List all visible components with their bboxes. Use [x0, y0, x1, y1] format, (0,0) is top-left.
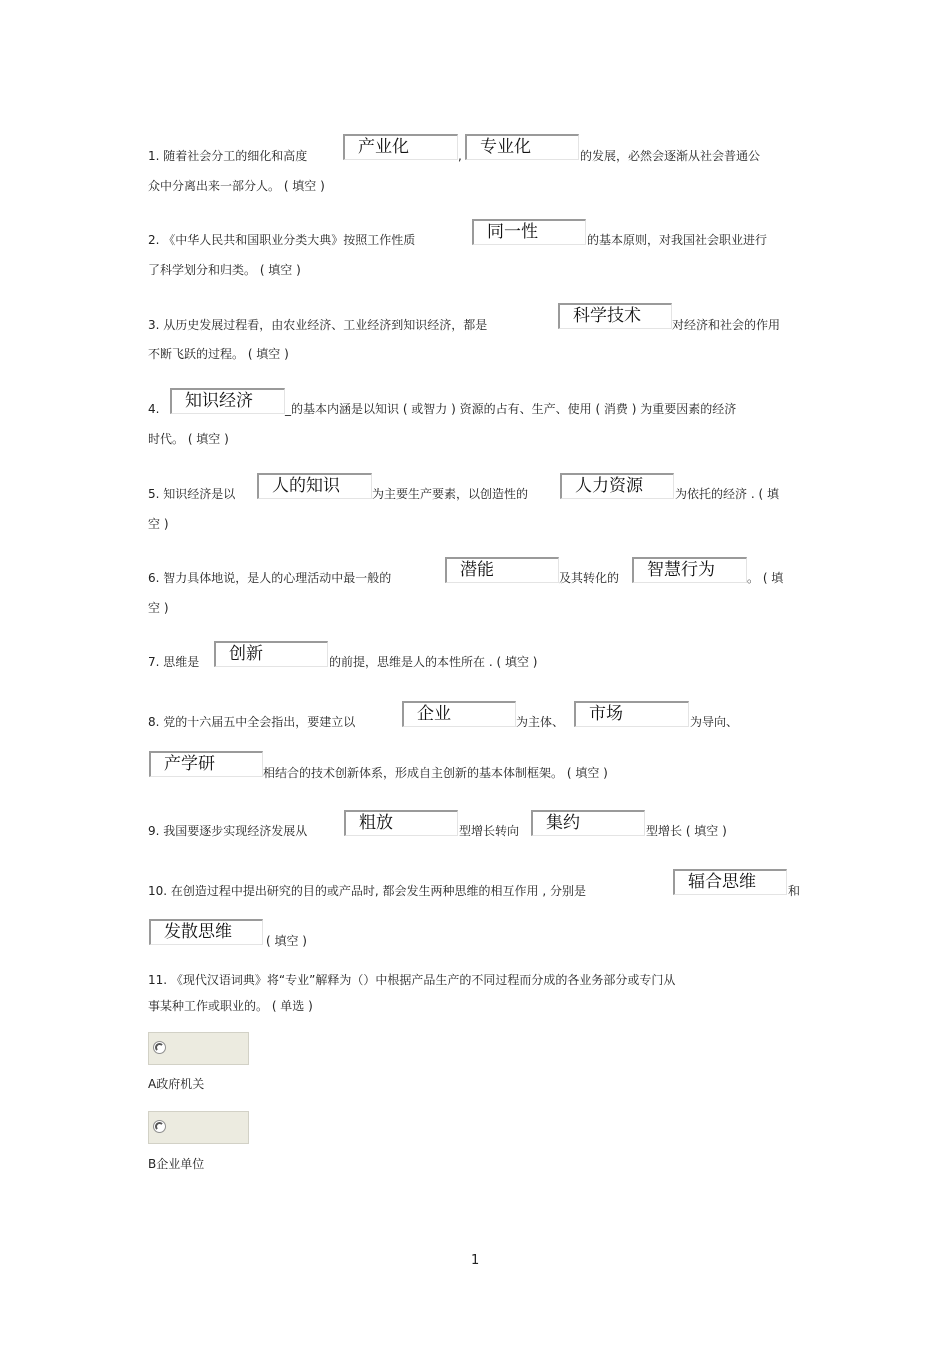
q5-text-d: 空 ) [148, 517, 169, 531]
radio-circle-icon [153, 1120, 166, 1133]
q3-answer-1[interactable] [558, 303, 672, 329]
option-b-radio[interactable] [148, 1111, 249, 1144]
q8-answer-3-text: 产学研 [164, 754, 215, 774]
page-number: 1 [471, 1253, 480, 1268]
q2-text-c: 了科学划分和归类。 ( 填空 ) [148, 263, 301, 277]
q5-answer-2-text: 人力资源 [575, 476, 643, 496]
q1-answer-2[interactable] [465, 134, 579, 160]
q6-answer-2-text: 智慧行为 [647, 560, 715, 580]
q7-answer-1-text: 创新 [229, 644, 263, 664]
q5-text-c: 为依托的经济 . ( 填 [675, 487, 779, 501]
q10-answer-2-text: 发散思维 [164, 922, 232, 942]
q6-text-a: 6. 智力具体地说，是人的心理活动中最一般的 [148, 571, 392, 585]
q6-answer-1-text: 潜能 [460, 560, 494, 580]
q9-text-b: 型增长转向 [459, 824, 520, 838]
q5-answer-1[interactable] [257, 473, 372, 499]
q8-answer-3[interactable] [149, 751, 263, 777]
q1-text-c: 众中分离出来一部分人。 ( 填空 ) [148, 179, 325, 193]
q7-answer-1[interactable] [214, 641, 328, 667]
q11-text-a: 11. 《现代汉语词典》将“专业”解释为（）中根据产品生产的不同过程而分成的各业务部分或专门从 [148, 973, 676, 987]
q5-text-a: 5. 知识经济是以 [148, 487, 236, 501]
q5-answer-2[interactable] [560, 473, 674, 499]
q9-answer-1[interactable] [344, 810, 458, 836]
q7-text-a: 7. 思维是 [148, 655, 200, 669]
q4-answer-1[interactable] [170, 388, 285, 414]
q2-answer-1[interactable] [472, 219, 586, 245]
q9-text-a: 9. 我国要逐步实现经济发展从 [148, 824, 308, 838]
q1-answer-1-text: 产业化 [358, 137, 409, 157]
q8-answer-2-text: 市场 [589, 704, 623, 724]
option-a-label: A政府机关 [148, 1077, 205, 1091]
q4-text-b: _的基本内涵是以知识 ( 或智力 ) 资源的占有、生产、使用 ( 消费 ) 为重要因素的经济 [285, 402, 737, 416]
q3-text-c: 不断飞跃的过程。 ( 填空 ) [148, 347, 289, 361]
q9-answer-2[interactable] [531, 810, 645, 836]
option-b-label: B企业单位 [148, 1157, 205, 1171]
q6-text-c: 。 ( 填 [747, 571, 784, 585]
q5-text-b: 为主要生产要素，以创造性的 [372, 487, 529, 501]
q7-text-b: 的前提，思维是人的本性所在 . ( 填空 ) [329, 655, 538, 669]
q1-comma: , [458, 149, 462, 163]
q5-answer-1-text: 人的知识 [272, 476, 340, 496]
q9-answer-1-text: 粗放 [359, 813, 393, 833]
q10-text-a: 10. 在创造过程中提出研究的目的或产品时, 都会发生两种思维的相互作用 , 分别是 [148, 884, 586, 898]
q8-text-a: 8. 党的十六届五中全会指出，要建立以 [148, 715, 356, 729]
q8-answer-2[interactable] [574, 701, 689, 727]
q8-answer-1[interactable] [402, 701, 516, 727]
q1-text-b: 的发展，必然会逐渐从社会普通公 [580, 149, 761, 163]
q11-text-b: 事某种工作或职业的。 ( 单选 ) [148, 999, 313, 1013]
q6-text-b: 及其转化的 [559, 571, 620, 585]
q10-text-b: 和 [788, 884, 801, 898]
q9-text-c: 型增长 ( 填空 ) [646, 824, 727, 838]
q3-text-b: 对经济和社会的作用 [672, 318, 781, 332]
q9-answer-2-text: 集约 [546, 813, 580, 833]
q8-answer-1-text: 企业 [417, 704, 451, 724]
q2-text-b: 的基本原则，对我国社会职业进行 [587, 233, 768, 247]
q1-text-a: 1. 随着社会分工的细化和高度 [148, 149, 308, 163]
q10-answer-1-text: 辐合思维 [688, 872, 756, 892]
q4-text-a: 4. [148, 402, 160, 416]
radio-circle-icon [153, 1041, 166, 1054]
q2-answer-1-text: 同一性 [487, 222, 538, 242]
q1-answer-2-text: 专业化 [480, 137, 531, 157]
q10-text-c: ( 填空 ) [266, 934, 307, 948]
q1-answer-1[interactable] [343, 134, 458, 160]
q4-text-c: 时代。 ( 填空 ) [148, 432, 229, 446]
q3-text-a: 3. 从历史发展过程看，由农业经济、工业经济到知识经济，都是 [148, 318, 488, 332]
q10-answer-1[interactable] [673, 869, 787, 895]
q4-answer-1-text: 知识经济 [185, 391, 253, 411]
q8-text-b: 为主体、 [516, 715, 565, 729]
q6-answer-2[interactable] [632, 557, 747, 583]
q8-text-c: 为导向、 [690, 715, 739, 729]
q3-answer-1-text: 科学技术 [573, 306, 641, 326]
option-a-radio[interactable] [148, 1032, 249, 1065]
q2-text-a: 2. 《中华人民共和国职业分类大典》按照工作性质 [148, 233, 416, 247]
q10-answer-2[interactable] [149, 919, 263, 945]
q8-text-d: 相结合的技术创新体系，形成自主创新的基本体制框架。 ( 填空 ) [263, 766, 608, 780]
q6-answer-1[interactable] [445, 557, 559, 583]
q6-text-d: 空 ) [148, 601, 169, 615]
